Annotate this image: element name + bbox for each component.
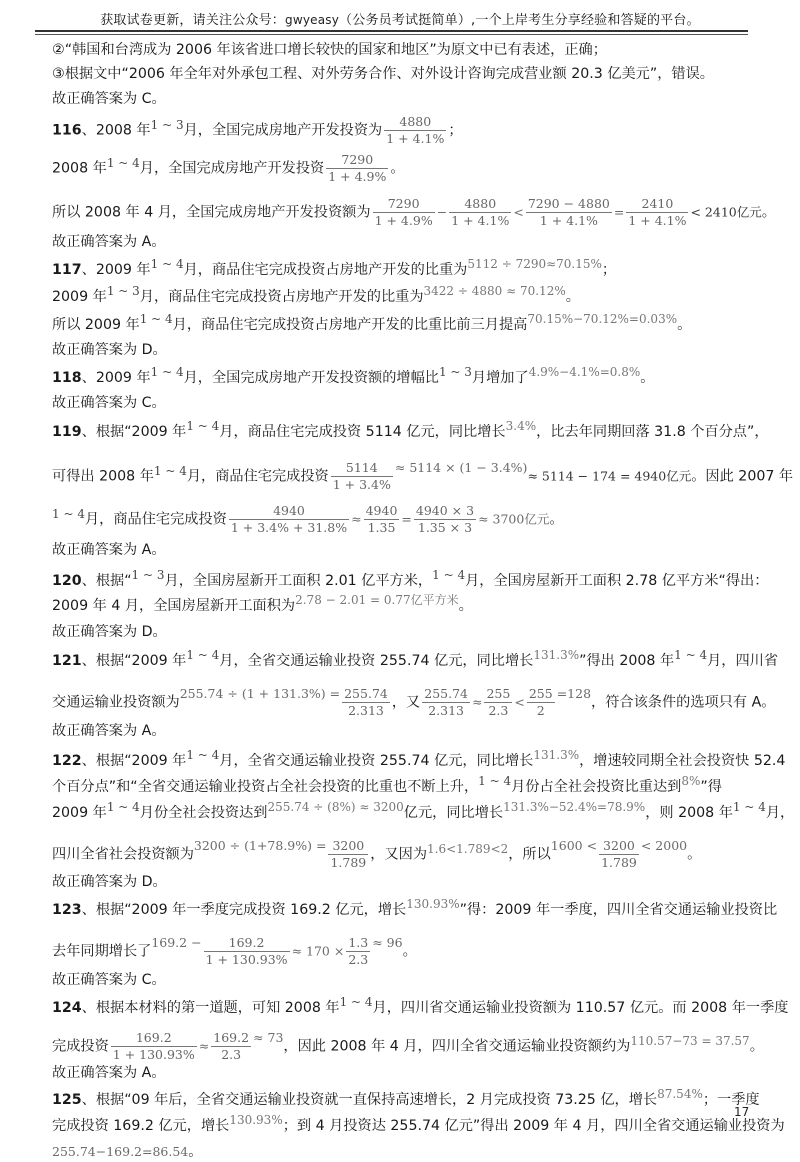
q121-line-2: 交通运输业投资额为255.74 ÷ (1 + 131.3%) = $\frac{255.74}{2.313}$ ，又 $\frac{255.74}{2.313}$ ≈ $\frac{255}{2.3}$ < $\frac{255}{2}$ =128，符合该条件的选项只有 A。: [52, 685, 776, 718]
q121-line-1: 121、根据“2009 年$^{1 \sim 4}$月，全省交通运输业投资 255.74 亿元，同比增长$^{131.3\%}$”得出 2008 年$^{1 \sim 4}$月，四川省: [52, 648, 779, 669]
q118-line-1: 118、2009 年$^{1 \sim 4}$月，全国完成房地产开发投资额的增幅比$^{1 \sim 3}$月增加了$^{4.9\%-4.1\%=0.8\%}$。: [52, 365, 655, 386]
q122-answer: 故正确答案为 D。: [52, 874, 167, 890]
q122-line-3: 2009 年$^{1 \sim 4}$月份全社会投资达到$^{255.74 \div (8\%) \approx 3200}$亿元，同比增长$^{131.3\%-52.4\%=78.9\%}$，则 2008 年$^{1 \sim 4}$月，: [52, 800, 795, 821]
q119-line-3: $^{1 \sim 4}$月，商品住宅完成投资 $\frac{4940}{1 + 3.4\% + 31.8\%}$ ≈ $\frac{4940}{1.35}$ = $\frac{4940 \times 3}{1.35 \times 3}$ ≈ 3700亿元。: [52, 503, 564, 535]
question-number: 116: [52, 122, 82, 139]
header-account: gwyeasy: [285, 13, 340, 27]
q116-line-2: 2008 年$^{1 \sim 4}$月，全国完成房地产开发投资 $\frac{7290}{1 + 4.9\%}$ 。: [52, 152, 405, 184]
fraction: $\frac{4880}{1 + 4.1\%}$: [386, 114, 445, 146]
q117-line-2: 2009 年$^{1 \sim 3}$月，商品住宅完成投资占房地产开发的比重为$^{3422 \div 4880 \approx 70.12\%}$。: [52, 284, 580, 305]
q125-line-1: 125、根据“09 年后，全省交通运输业投资就一直保持高速增长，2 月完成投资 73.25 亿，增长$^{87.54\%}$；一季度: [52, 1087, 760, 1108]
header-rule-thick: [35, 30, 748, 32]
q117-answer: 故正确答案为 D。: [52, 342, 167, 358]
header-prefix: 获取试卷更新，请关注公众号：: [100, 13, 286, 28]
q125-line-3: 255.74−169.2=86.54。: [52, 1144, 203, 1160]
q116-line-3: 所以 2008 年 4 月，全国完成房地产开发投资额为 $\frac{7290}{1 + 4.9\%}$ − $\frac{4880}{1 + 4.1\%}$ < $\frac{7290 - 4880}{1 + 4.1\%}$ = $\frac{2410}{1 + 4.1\%}$ < 2410亿元。: [52, 196, 776, 228]
q120-line-2: 2009 年 4 月，全国房屋新开工面积为$^{2.78 - 2.01 = 0.77亿平方米}$。: [52, 593, 473, 614]
q116-line-1: 116、2008 年$^{1 \sim 3}$月，全国完成房地产开发投资为 $\frac{4880}{1 + 4.1\%}$ ；: [52, 114, 463, 146]
intro-answer: 故正确答案为 C。: [52, 91, 166, 107]
q119-answer: 故正确答案为 A。: [52, 542, 166, 558]
header-suffix: （公务员考试挺简单）,一个上岸考生分享经验和答疑的平台。: [339, 13, 700, 28]
q119-line-2: 可得出 2008 年$^{1 \sim 4}$月，商品住宅完成投资 $\frac{5114}{1 + 3.4\%}$ ≈ 5114 × (1 − 3.4%)≈ 5114 − 174 = 4940亿元。因此 2007 年: [52, 459, 794, 492]
q118-answer: 故正确答案为 C。: [52, 395, 166, 411]
q116-answer: 故正确答案为 A。: [52, 234, 166, 250]
header-rule-thin: [35, 34, 748, 35]
q124-answer: 故正确答案为 A。: [52, 1065, 166, 1081]
q123-line-2: 去年同期增长了169.2 − $\frac{169.2}{1 + 130.93\%}$ ≈ 170 × $\frac{1.3}{2.3}$ ≈ 96。: [52, 934, 417, 967]
q119-line-1: 119、根据“2009 年$^{1 \sim 4}$月，商品住宅完成投资 5114 亿元，同比增长$^{3.4\%}$，比去年同期回落 31.8 个百分点”，: [52, 419, 769, 440]
q121-answer: 故正确答案为 A。: [52, 723, 166, 739]
q124-line-2: 完成投资 $\frac{169.2}{1 + 130.93\%}$ ≈ $\frac{169.2}{2.3}$ ≈ 73，因此 2008 年 4 月，四川全省交通运输业投资额约为$^{110.57-73 = 37.57}$。: [52, 1029, 764, 1062]
q120-answer: 故正确答案为 D。: [52, 624, 167, 640]
q117-line-3: 所以 2009 年$^{1 \sim 4}$月，商品住宅完成投资占房地产开发的比重比前三月提高$^{70.15\%-70.12\%=0.03\%}$。: [52, 312, 692, 333]
q120-line-1: 120、根据“$^{1 \sim 3}$月，全国房屋新开工面积 2.01 亿平方米，$^{1 \sim 4}$月，全国房屋新开工面积 2.78 亿平方米“得出：: [52, 568, 769, 589]
q123-line-1: 123、根据“2009 年一季度完成投资 169.2 亿元，增长$^{130.93\%}$”得：2009 年一季度，四川全省交通运输业投资比: [52, 897, 778, 918]
q122-line-4: 四川全省社会投资额为3200 ÷ (1+78.9%) = $\frac{3200}{1.789}$ ，又因为$^{1.6<1.789<2}$，所以1600 < $\frac{3200}{1.789}$ < 2000。: [52, 837, 702, 870]
page-number: 17: [734, 1105, 750, 1119]
q122-line-2: 个百分点”和“全省交通运输业投资占全社会投资的比重也不断上升，$^{1 \sim 4}$月份占全社会投资比重达到$^{8\%}$”得: [52, 774, 722, 795]
fraction: $\frac{7290}{1 + 4.9\%}$: [328, 152, 387, 184]
intro-item-3: ③根据文中“2006 年全年对外承包工程、对外劳务合作、对外设计咨询完成营业额 20.3 亿美元”，错误。: [52, 66, 714, 82]
q122-line-1: 122、根据“2009 年$^{1 \sim 4}$月，全省交通运输业投资 255.74 亿元，同比增长$^{131.3\%}$，增速较同期全社会投资快 52.4: [52, 748, 786, 769]
q124-line-1: 124、根据本材料的第一道题，可知 2008 年$^{1 \sim 4}$月，四川省交通运输业投资额为 110.57 亿元。而 2008 年一季度: [52, 995, 789, 1016]
q117-line-1: 117、2009 年$^{1 \sim 4}$月，商品住宅完成投资占房地产开发的比重为$^{5112 \div 7290\approx 70.15\%}$；: [52, 257, 617, 278]
page-header: [52, 9, 748, 28]
q123-answer: 故正确答案为 C。: [52, 972, 166, 988]
q125-line-2: 完成投资 169.2 亿元，增长$^{130.93\%}$；到 4 月投资达 255.74 亿元”得出 2009 年 4 月，四川全省交通运输业投资为: [52, 1113, 785, 1134]
intro-item-2: ②“韩国和台湾成为 2006 年该省进口增长较快的国家和地区”为原文中已有表述，正确；: [52, 42, 607, 58]
